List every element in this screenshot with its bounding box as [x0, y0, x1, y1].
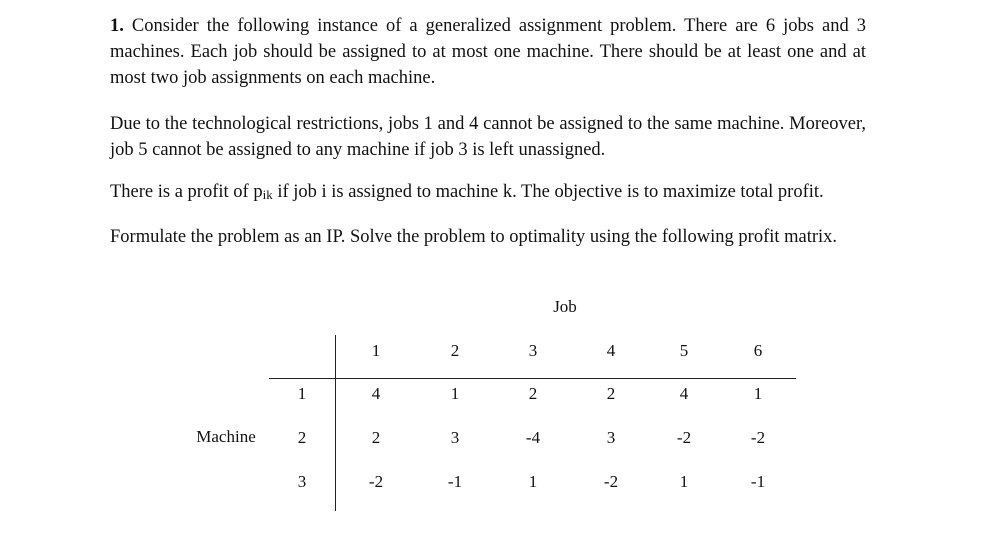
- profit-text-before: There is a profit of p: [110, 182, 263, 202]
- problem-number: 1.: [110, 16, 124, 36]
- profit-cell: 2: [528, 384, 538, 403]
- problem-intro-text: Consider the following instance of a generalized assignment problem. There are 6 jobs and 3 machines. Each job should be assigned to at most one machine. There should be at least one and at most two job assignments on each machine.: [110, 16, 866, 88]
- instructions-paragraph: Formulate the problem as an IP. Solve the problem to optimality using the following profit matrix.: [110, 227, 838, 247]
- profit-cell: -1: [750, 472, 766, 491]
- machine-header: 3: [297, 472, 307, 491]
- profit-text-after: if job i is assigned to machine k. The objective is to maximize total profit.: [272, 182, 824, 202]
- job-header: 4: [606, 341, 616, 360]
- table-row-header-rule: [335, 335, 336, 511]
- profit-cell: 1: [528, 472, 538, 491]
- profit-cell: -1: [447, 472, 463, 491]
- profit-cell: 1: [753, 384, 763, 403]
- machine-axis-label: Machine: [196, 427, 256, 446]
- restrictions-paragraph: Due to the technological restrictions, jobs 1 and 4 cannot be assigned to the same machine. Moreover, job 5 cannot be assigned to any machine if job 3 is left unassigned.: [110, 114, 866, 160]
- profit-cell: -2: [368, 472, 384, 491]
- table-header-rule: [269, 378, 796, 379]
- machine-header: 1: [297, 384, 307, 403]
- profit-cell: 2: [606, 384, 616, 403]
- profit-definition-paragraph: [110, 179, 866, 208]
- problem-statement-paragraph: [110, 13, 866, 91]
- machine-header: 2: [297, 428, 307, 447]
- job-header: 1: [371, 341, 381, 360]
- profit-cell: -2: [676, 428, 692, 447]
- profit-cell: 4: [679, 384, 689, 403]
- profit-cell: -2: [603, 472, 619, 491]
- profit-cell: 4: [371, 384, 381, 403]
- profit-cell: 2: [371, 428, 381, 447]
- job-header: 2: [450, 341, 460, 360]
- profit-cell: 3: [606, 428, 616, 447]
- job-header: 5: [679, 341, 689, 360]
- job-header: 6: [753, 341, 763, 360]
- profit-cell: 1: [450, 384, 460, 403]
- profit-cell: 1: [679, 472, 689, 491]
- profit-cell: 3: [450, 428, 460, 447]
- profit-cell: -4: [525, 428, 541, 447]
- job-axis-label: Job: [553, 297, 577, 316]
- profit-subscript: ik: [262, 187, 273, 202]
- job-header: 3: [528, 341, 538, 360]
- profit-cell: -2: [750, 428, 766, 447]
